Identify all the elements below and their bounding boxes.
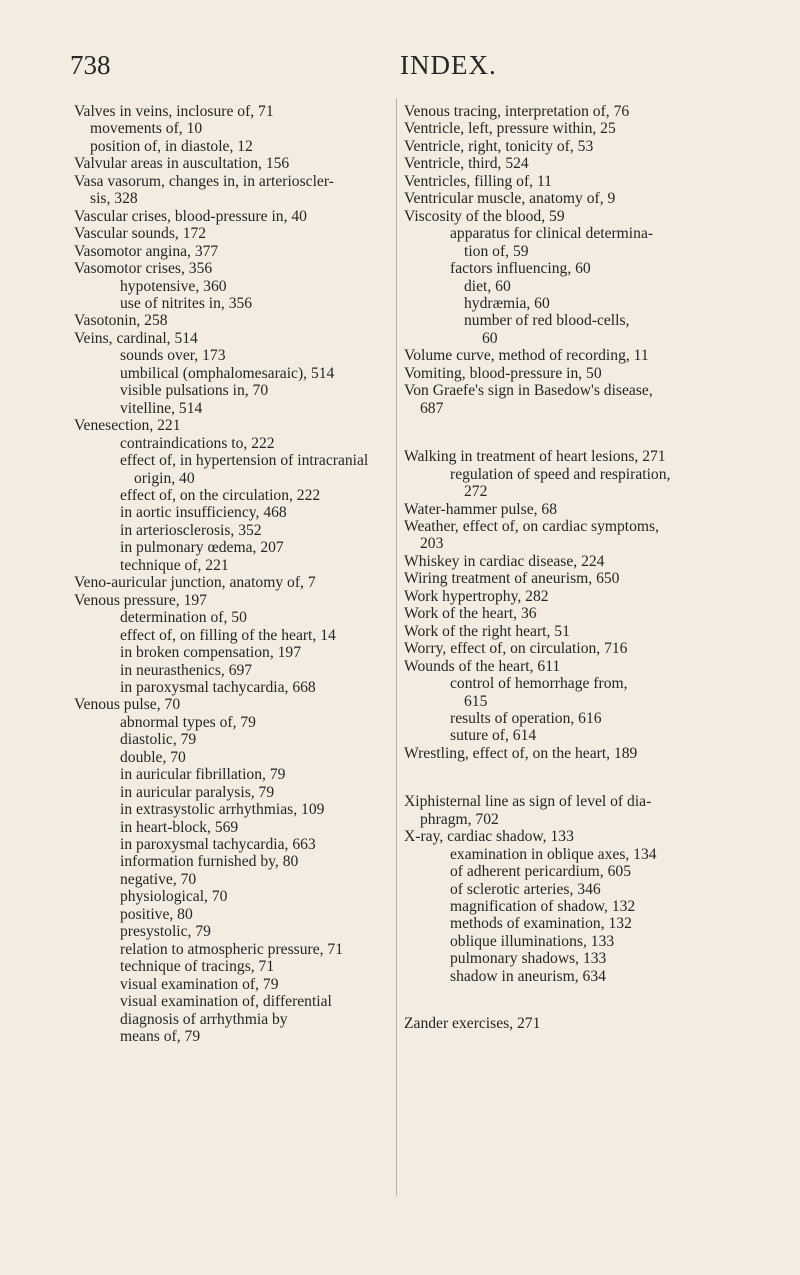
index-subentry: in paroxysmal tachycardia, 663: [120, 836, 316, 854]
index-subentry: position of, in diastole, 12: [90, 137, 253, 155]
index-subentry: effect of, on filling of the heart, 14: [120, 626, 336, 644]
index-subentry: 203: [420, 535, 444, 553]
index-subentry: in paroxysmal tachycardia, 668: [120, 678, 316, 696]
index-entry: Valvular areas in auscultation, 156: [74, 155, 290, 173]
index-subentry: phragm, 702: [420, 810, 499, 828]
index-entry: Zander exercises, 271: [404, 1015, 541, 1033]
index-subentry: abnormal types of, 79: [120, 713, 256, 731]
index-subentry: of adherent pericardium, 605: [450, 863, 631, 881]
index-subentry: effect of, in hypertension of intracranial: [120, 452, 369, 470]
index-entry: Venous pulse, 70: [74, 696, 181, 714]
index-subentry: diet, 60: [464, 277, 511, 295]
index-subentry: visual examination of, differential: [120, 993, 332, 1011]
index-subentry: negative, 70: [120, 870, 197, 888]
index-subentry: vitelline, 514: [120, 399, 203, 417]
index-subentry: contraindications to, 222: [120, 434, 275, 452]
index-entry: Ventricle, left, pressure within, 25: [404, 120, 616, 138]
index-entry: Wounds of the heart, 611: [404, 657, 561, 675]
index-subentry: apparatus for clinical determina-: [450, 225, 654, 243]
index-subentry: technique of, 221: [120, 556, 229, 574]
index-subentry: in arteriosclerosis, 352: [120, 521, 262, 539]
index-subentry: of sclerotic arteries, 346: [450, 880, 601, 898]
index-entry: Von Graefe's sign in Basedow's disease,: [404, 382, 653, 400]
index-subentry: presystolic, 79: [120, 923, 211, 941]
index-subentry: use of nitrites in, 356: [120, 294, 253, 312]
index-subentry: physiological, 70: [120, 888, 228, 906]
index-entry: Viscosity of the blood, 59: [404, 207, 565, 225]
index-subentry: visible pulsations in, 70: [120, 382, 269, 400]
index-subentry: information furnished by, 80: [120, 853, 299, 871]
index-subentry: oblique illuminations, 133: [450, 932, 615, 950]
index-subentry: results of operation, 616: [450, 709, 602, 727]
index-subentry: means of, 79: [120, 1028, 201, 1046]
index-subentry: diastolic, 79: [120, 731, 197, 749]
index-subentry: 687: [420, 399, 444, 417]
index-entry: X-ray, cardiac shadow, 133: [404, 828, 574, 846]
index-entry: Water-hammer pulse, 68: [404, 500, 558, 518]
index-subentry: in auricular fibrillation, 79: [120, 766, 286, 784]
index-subentry: suture of, 614: [450, 727, 537, 745]
index-subentry: 615: [464, 692, 488, 710]
section-gap: [404, 985, 756, 1015]
index-entry: Venesection, 221: [74, 417, 181, 435]
index-entry: Ventricular muscle, anatomy of, 9: [404, 190, 616, 208]
index-subentry: factors influencing, 60: [450, 260, 591, 278]
index-entry: Wrestling, effect of, on the heart, 189: [404, 744, 638, 762]
index-subentry: sis, 328: [90, 190, 138, 208]
index-subentry: visual examination of, 79: [120, 975, 279, 993]
index-subentry: in aortic insufficiency, 468: [120, 504, 287, 522]
index-subentry: pulmonary shadows, 133: [450, 950, 607, 968]
index-entry: Vomiting, blood-pressure in, 50: [404, 364, 602, 382]
section-gap: [404, 417, 756, 448]
index-entry: Ventricle, third, 524: [404, 155, 529, 173]
index-subentry: technique of tracings, 71: [120, 958, 275, 976]
index-subentry: number of red blood-cells,: [464, 312, 630, 330]
index-subentry: regulation of speed and respiration,: [450, 465, 671, 483]
index-column-right: [404, 103, 756, 1033]
index-entry: Work of the right heart, 51: [404, 622, 570, 640]
index-subentry: origin, 40: [134, 469, 195, 487]
index-subentry: in neurasthenics, 697: [120, 661, 253, 679]
index-subentry: 60: [482, 329, 498, 347]
index-entry: Xiphisternal line as sign of level of dia-: [404, 793, 652, 811]
index-entry: Vascular crises, blood-pressure in, 40: [74, 207, 307, 225]
index-entry: Valves in veins, inclosure of, 71: [74, 103, 274, 120]
index-subentry: diagnosis of arrhythmia by: [120, 1010, 288, 1028]
index-entry: Ventricle, right, tonicity of, 53: [404, 137, 594, 155]
index-entry: Vasotonin, 258: [74, 312, 168, 330]
index-subentry: methods of examination, 132: [450, 915, 632, 933]
page-title: INDEX.: [400, 50, 497, 80]
index-subentry: magnification of shadow, 132: [450, 898, 636, 916]
index-entry: Veins, cardinal, 514: [74, 329, 198, 347]
index-entry: Veno-auricular junction, anatomy of, 7: [74, 574, 316, 592]
index-entry: Work of the heart, 36: [404, 605, 537, 623]
index-subentry: double, 70: [120, 748, 186, 766]
index-entry: Weather, effect of, on cardiac symptoms,: [404, 517, 660, 535]
index-entry: Volume curve, method of recording, 11: [404, 347, 649, 365]
index-entry: Venous tracing, interpretation of, 76: [404, 103, 630, 120]
index-subentry: in heart-block, 569: [120, 818, 239, 836]
index-entry: Work hypertrophy, 282: [404, 587, 549, 605]
index-subentry: sounds over, 173: [120, 347, 226, 365]
index-entry: Whiskey in cardiac disease, 224: [404, 552, 605, 570]
index-subentry: in broken compensation, 197: [120, 644, 302, 662]
index-subentry: 272: [464, 483, 488, 501]
index-subentry: umbilical (omphalomesaraic), 514: [120, 364, 335, 382]
index-entry: Vasa vasorum, changes in, in arterioscler-: [74, 172, 334, 190]
index-subentry: in auricular paralysis, 79: [120, 783, 275, 801]
index-entry: Vascular sounds, 172: [74, 225, 207, 243]
index-subentry: control of hemorrhage from,: [450, 675, 628, 693]
section-gap: [404, 762, 756, 793]
index-subentry: hypotensive, 360: [120, 277, 227, 295]
column-divider: [396, 98, 397, 1196]
page-number: 738: [70, 50, 111, 80]
index-subentry: in pulmonary œdema, 207: [120, 539, 284, 557]
index-subentry: tion of, 59: [464, 242, 529, 260]
index-subentry: examination in oblique axes, 134: [450, 845, 657, 863]
index-entry: Venous pressure, 197: [74, 591, 207, 609]
index-entry: Vasomotor crises, 356: [74, 260, 213, 278]
index-entry: Vasomotor angina, 377: [74, 242, 219, 260]
index-subentry: in extrasystolic arrhythmias, 109: [120, 801, 325, 819]
index-entry: Wiring treatment of aneurism, 650: [404, 570, 620, 588]
index-subentry: relation to atmospheric pressure, 71: [120, 940, 344, 958]
index-entry: Walking in treatment of heart lesions, 271: [404, 448, 666, 466]
index-subentry: positive, 80: [120, 905, 193, 923]
index-entry: Worry, effect of, on circulation, 716: [404, 640, 628, 658]
index-subentry: movements of, 10: [90, 120, 203, 138]
index-subentry: effect of, on the circulation, 222: [120, 486, 321, 504]
index-entry: Ventricles, filling of, 11: [404, 172, 552, 190]
index-subentry: hydræmia, 60: [464, 294, 550, 312]
index-subentry: determination of, 50: [120, 609, 247, 627]
index-column-left: [74, 103, 392, 1045]
index-subentry: shadow in aneurism, 634: [450, 967, 606, 985]
